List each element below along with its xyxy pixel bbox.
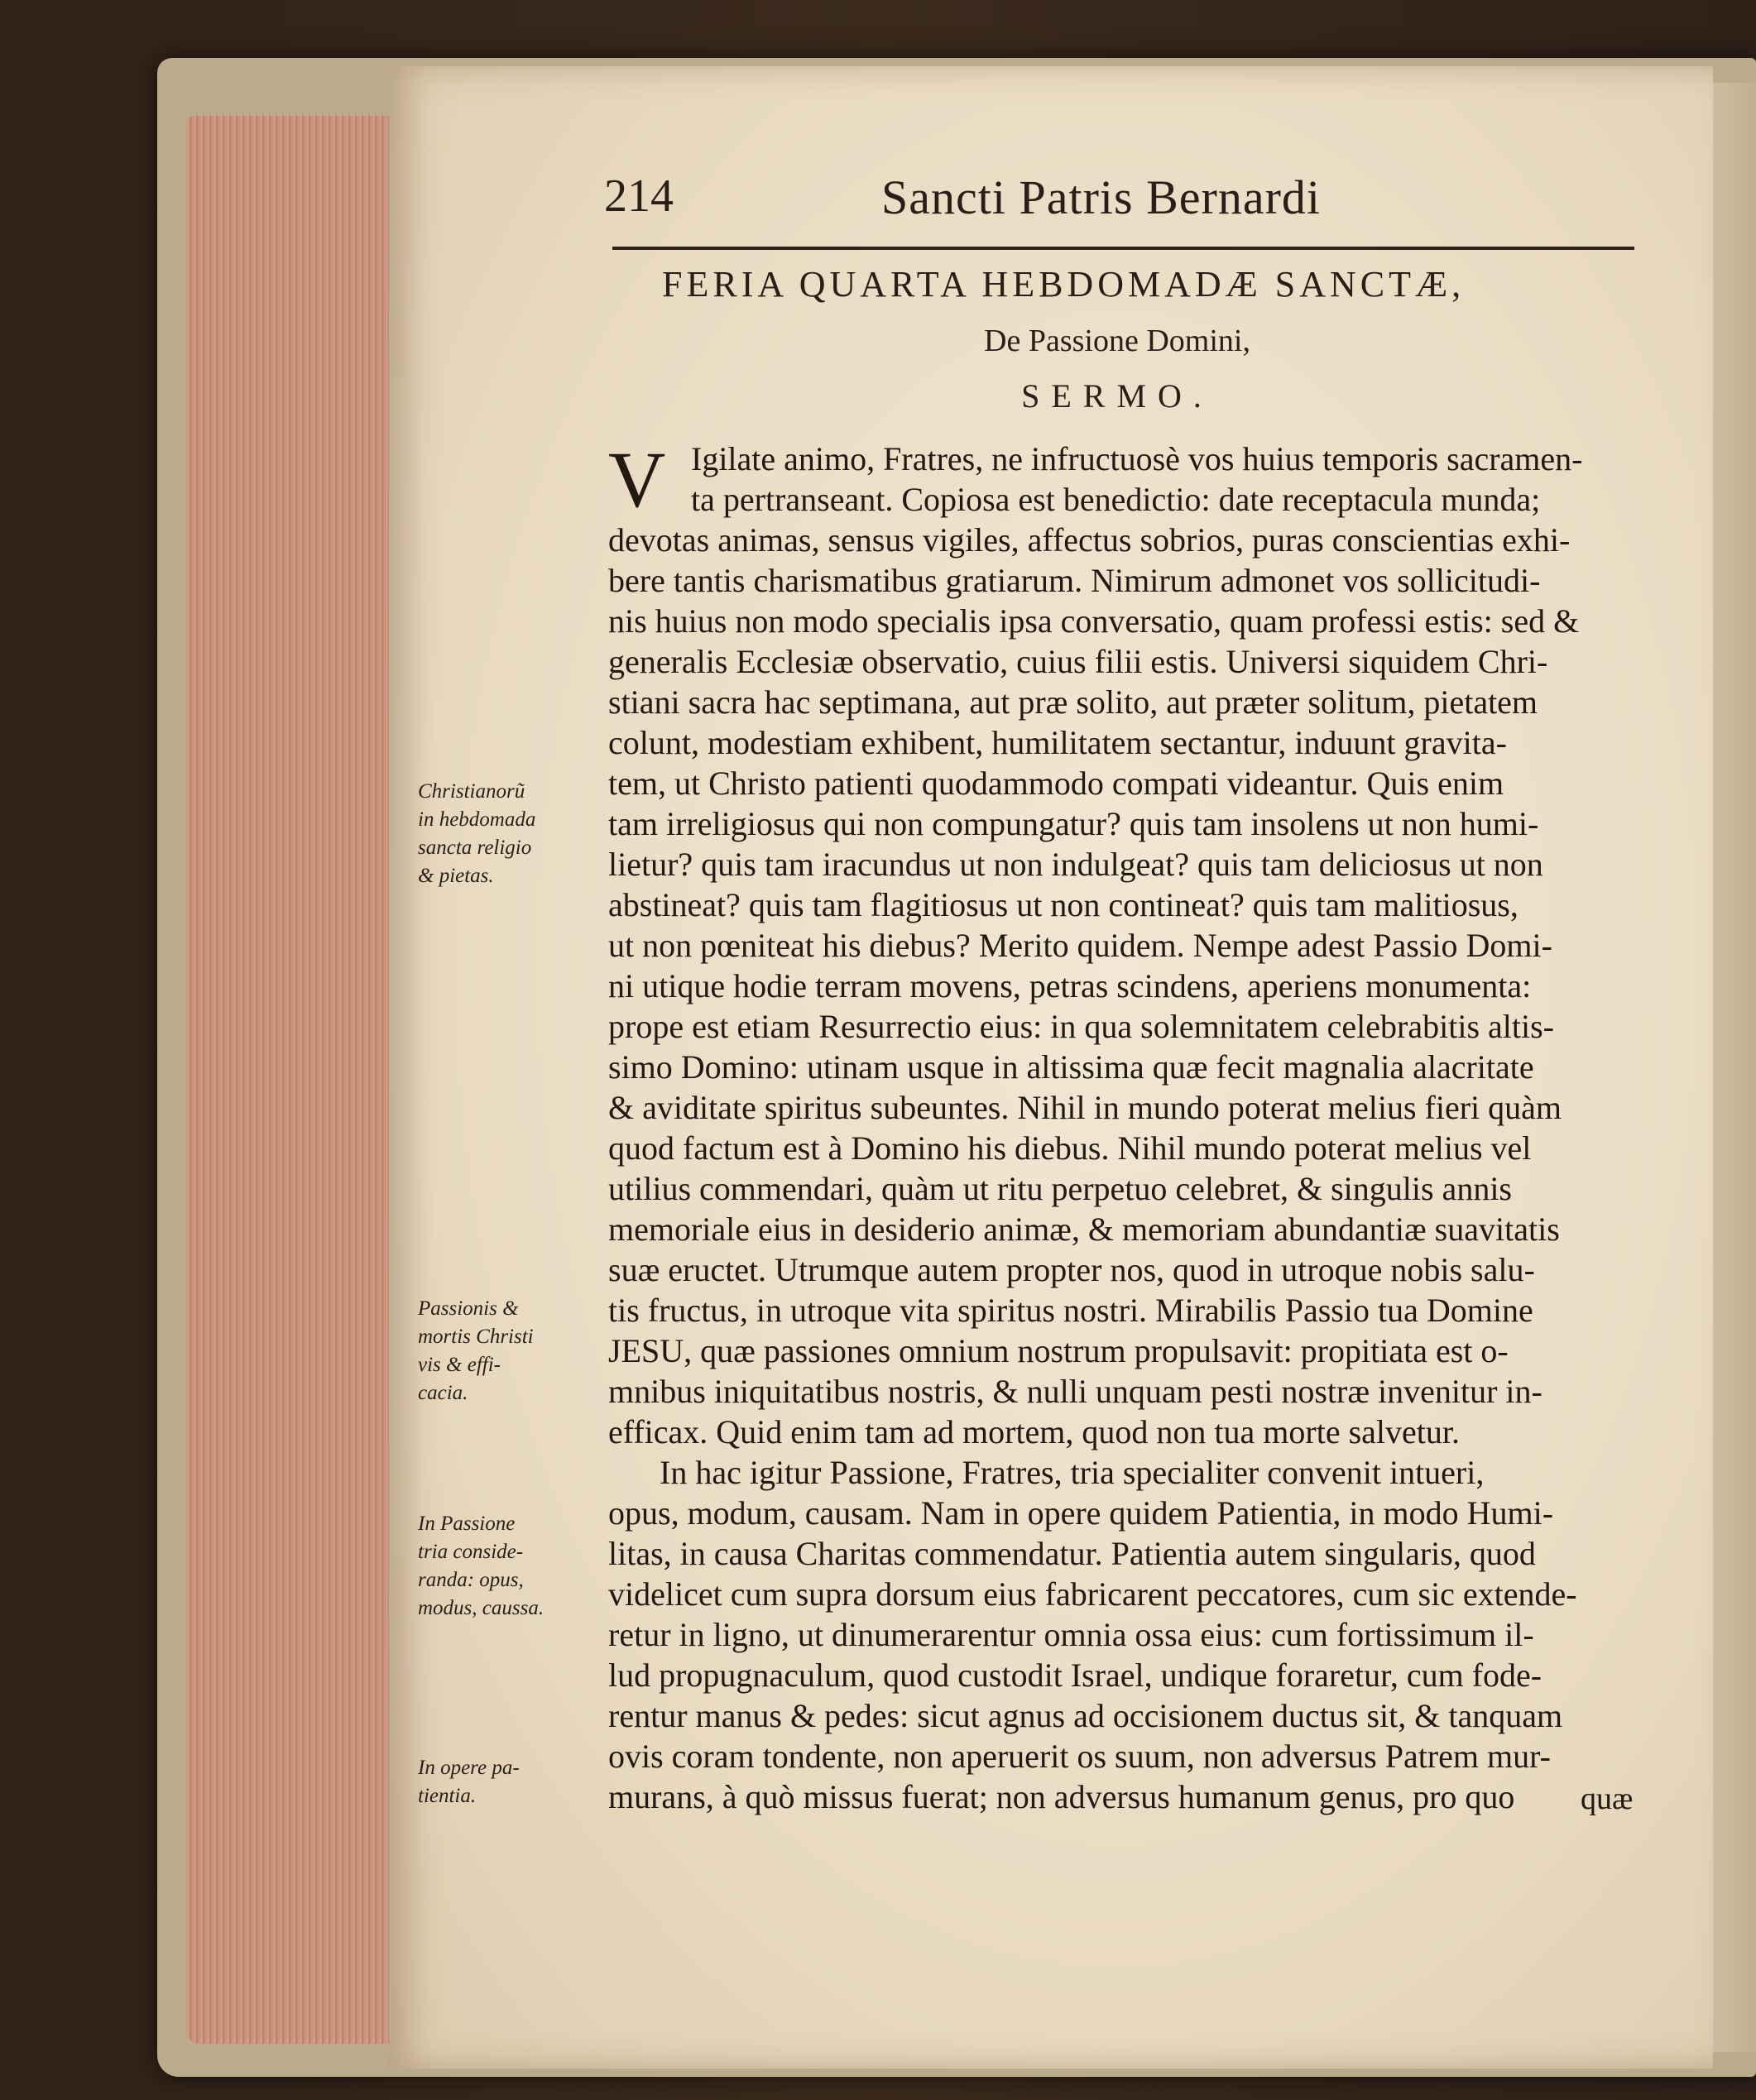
body-line: rentur manus & pedes: sicut agnus ad occisionem ductus sit, & tanquam	[608, 1697, 1563, 1734]
body-line: lud propugnaculum, quod custodit Israel, undique foraretur, cum fode-	[608, 1657, 1542, 1694]
margin-note-line: Christianorũ	[418, 780, 525, 803]
margin-note-line: sancta religio	[418, 837, 532, 859]
body-line: litas, in causa Charitas commendatur. Patientia autem singularis, quod	[608, 1535, 1536, 1572]
body-line: prope est etiam Resurrectio eius: in qua solemnitatem celebrabitis altis-	[608, 1008, 1554, 1045]
margin-note-line: tientia.	[418, 1785, 477, 1807]
margin-note-line: Passionis &	[418, 1297, 519, 1320]
page-edges	[186, 116, 401, 2044]
margin-note-line: tria conside-	[418, 1541, 524, 1563]
margin-note	[418, 778, 588, 890]
margin-note-line: In Passione	[418, 1513, 516, 1535]
page-number: 214	[604, 170, 674, 222]
body-line: utilius commendari, quàm ut ritu perpetuo celebret, & singulis annis	[608, 1170, 1512, 1207]
body-line: & aviditate spiritus subeuntes. Nihil in mundo poterat melius fieri quàm	[608, 1089, 1562, 1126]
body-line: Igilate animo, Fratres, ne infructuosè vos huius temporis sacramen-	[691, 440, 1583, 477]
margin-note-line: cacia.	[418, 1382, 468, 1404]
margin-note-line: mortis Christi	[418, 1326, 534, 1348]
body-line: tam irreligiosus qui non compungatur? quis tam insolens ut non humi-	[608, 805, 1539, 842]
body-line: colunt, modestiam exhibent, humilitatem sectantur, induunt gravita-	[608, 724, 1507, 761]
body-line: bere tantis charismatibus gratiarum. Nimirum admonet vos sollicitudi-	[608, 562, 1541, 599]
header-rule	[612, 247, 1634, 250]
running-title: Sancti Patris Bernardi	[881, 170, 1322, 224]
body-line: murans, à quò missus fuerat; non adversus humanum genus, pro quo	[608, 1778, 1515, 1815]
body-line: memoriale eius in desiderio animæ, & memoriam abundantiæ suavitatis	[608, 1211, 1560, 1248]
section-subtitle: De Passione Domini,	[984, 324, 1250, 358]
body-line: quod factum est à Domino his diebus. Nihil mundo poterat melius vel	[608, 1129, 1532, 1167]
margin-note-line: in hebdomada	[418, 808, 536, 831]
body-line: In hac igitur Passione, Fratres, tria specialiter convenit intueri,	[660, 1454, 1485, 1491]
margin-note	[418, 1510, 588, 1623]
body-line: ni utique hodie terram movens, petras scindens, aperiens monumenta:	[608, 967, 1532, 1004]
drop-cap: V	[608, 435, 666, 524]
margin-note	[418, 1295, 588, 1407]
margin-note-line: In opere pa-	[418, 1757, 520, 1779]
body-line: nis huius non modo specialis ipsa conversatio, quam professi estis: sed &	[608, 602, 1580, 640]
body-line: simo Domino: utinam usque in altissima quæ fecit magnalia alacritate	[608, 1048, 1534, 1086]
facing-page-edge	[1709, 83, 1756, 2052]
section-title: FERIA QUARTA HEBDOMADÆ SANCTÆ,	[662, 264, 1466, 304]
margin-note-line: vis & effi-	[418, 1354, 501, 1376]
body-line: ovis coram tondente, non aperuerit os suum, non adversus Patrem mur-	[608, 1738, 1551, 1775]
margin-note	[418, 1754, 588, 1810]
body-line: tem, ut Christo patienti quodammodo compati videantur. Quis enim	[608, 765, 1504, 802]
margin-note-line: modus, caussa.	[418, 1597, 545, 1619]
catchword: quæ	[1581, 1781, 1634, 1816]
body-line: ut non pœniteat his diebus? Merito quidem. Nempe adest Passio Domi-	[608, 927, 1552, 964]
body-line: generalis Ecclesiæ observatio, cuius filii estis. Universi siquidem Chri-	[608, 643, 1548, 680]
margin-note-line: randa: opus,	[418, 1569, 524, 1591]
body-line: tis fructus, in utroque vita spiritus nostri. Mirabilis Passio tua Domine	[608, 1292, 1533, 1329]
sermo-label: SERMO.	[1021, 377, 1213, 415]
body-line: videlicet cum supra dorsum eius fabricarent peccatores, cum sic extende-	[608, 1575, 1577, 1613]
body-line: retur in ligno, ut dinumerarentur omnia ossa eius: cum fortissimum il-	[608, 1616, 1534, 1653]
body-line: efficax. Quid enim tam ad mortem, quod non tua morte salvetur.	[608, 1413, 1461, 1450]
body-line: devotas animas, sensus vigiles, affectus sobrios, puras conscientias exhi-	[608, 521, 1571, 559]
margin-note-line: & pietas.	[418, 865, 494, 887]
body-line: suæ eructet. Utrumque autem propter nos, quod in utroque nobis salu-	[608, 1251, 1535, 1288]
body-line: opus, modum, causam. Nam in opere quidem Patientia, in modo Humi-	[608, 1494, 1554, 1532]
body-text	[608, 435, 1647, 1817]
body-line: lietur? quis tam iracundus ut non indulgeat? quis tam deliciosus ut non	[608, 846, 1543, 883]
body-line: abstineat? quis tam flagitiosus ut non contineat? quis tam malitiosus,	[608, 886, 1519, 923]
body-line: JESU, quæ passiones omnium nostrum propulsavit: propitiata est o-	[608, 1332, 1509, 1369]
body-line: ta pertranseant. Copiosa est benedictio: date receptacula munda;	[691, 481, 1541, 518]
body-line: stiani sacra hac septimana, aut præ solito, aut præter solitum, pietatem	[608, 683, 1538, 721]
running-head	[604, 170, 1630, 244]
body-line: mnibus iniquitatibus nostris, & nulli unquam pesti nostræ invenitur in-	[608, 1373, 1542, 1410]
